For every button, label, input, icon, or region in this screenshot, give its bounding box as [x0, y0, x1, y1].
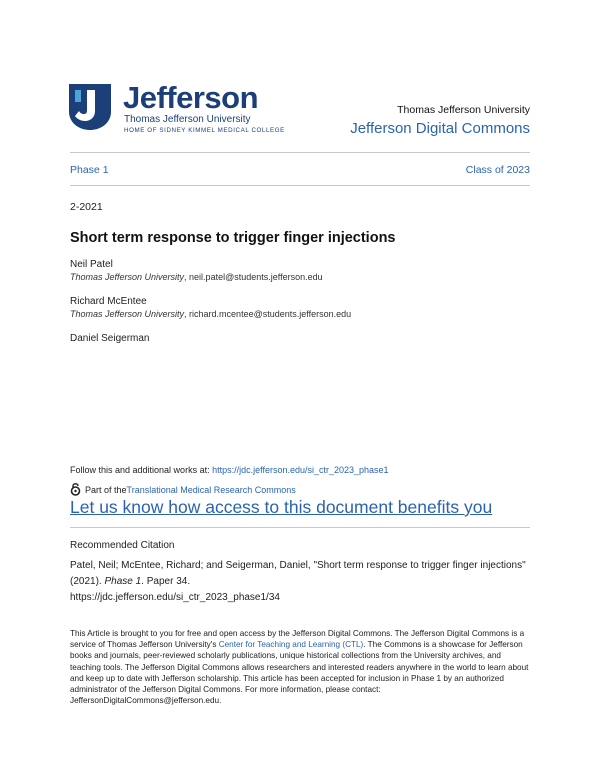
- citation-url: https://jdc.jefferson.edu/si_ctr_2023_phase1/34: [70, 592, 280, 603]
- follow-url-link[interactable]: https://jdc.jefferson.edu/si_ctr_2023_phase1: [212, 465, 389, 475]
- nav-class-link[interactable]: Class of 2023: [465, 164, 530, 176]
- access-benefits-link[interactable]: Let us know how access to this document benefits you: [70, 497, 493, 517]
- follow-line: [70, 465, 389, 475]
- part-of-prefix: Part of the: [85, 484, 127, 495]
- article-title: Short term response to trigger finger injections: [70, 230, 396, 246]
- discipline-link[interactable]: Translational Medical Research Commons: [126, 484, 296, 495]
- nav-phase-link[interactable]: Phase 1: [70, 164, 109, 176]
- author-institution: Thomas Jefferson University: [70, 272, 185, 282]
- citation-heading: Recommended Citation: [70, 540, 175, 551]
- citation-body: Patel, Neil; McEntee, Richard; and Seigerman, Daniel, "Short term response to trigger finger injections" (2021).: [70, 560, 526, 587]
- header-repository-link[interactable]: Jefferson Digital Commons: [350, 120, 530, 137]
- part-of-line: [70, 483, 296, 496]
- footer-text: . The Commons is a showcase for Jefferson books and journals, peer-reviewed scholarly publications, unique historical collections from the University archives, and teaching tools. The Jefferson Digital Commons allows researchers and interested readers anywhere in the world to learn about and keep up to date with Jefferson scholarship. This article has been accepted for inclusion in Phase 1 by an authorized administrator of the Jefferson Digital Commons. For more information, please contact: JeffersonDigitalCommons@jefferson.edu.: [70, 640, 529, 706]
- footer-text: This Article is brought to you for free and open access by the Jefferson Digital Commons. The Jefferson Digital Commons is a service of Thomas Jefferson University's: [70, 629, 525, 650]
- author-name: Richard McEntee: [70, 296, 147, 307]
- author-affiliation: [70, 272, 323, 282]
- divider: [70, 185, 530, 186]
- author-name: Daniel Seigerman: [70, 333, 150, 344]
- open-access-icon: [70, 483, 81, 496]
- author-name: Neil Patel: [70, 259, 113, 270]
- citation-paper: . Paper 34.: [141, 576, 191, 587]
- logo-wordmark: Jefferson: [123, 80, 259, 115]
- author-institution: Thomas Jefferson University: [70, 309, 185, 319]
- divider: [70, 152, 530, 153]
- ctl-link[interactable]: Center for Teaching and Learning (CTL): [218, 640, 364, 650]
- citation-text: [70, 558, 530, 606]
- jefferson-logo-icon: [69, 84, 111, 130]
- logo-college: HOME OF SIDNEY KIMMEL MEDICAL COLLEGE: [124, 127, 285, 134]
- divider: [70, 527, 530, 528]
- logo-subtitle: Thomas Jefferson University: [124, 114, 251, 125]
- author-email: , neil.patel@students.jefferson.edu: [184, 272, 323, 282]
- header-university: Thomas Jefferson University: [397, 104, 530, 116]
- author-email: , richard.mcentee@students.jefferson.edu: [184, 309, 352, 319]
- follow-prefix: Follow this and additional works at:: [70, 465, 213, 475]
- footer-notice: [70, 628, 532, 706]
- author-affiliation: [70, 309, 351, 319]
- article-date: 2-2021: [70, 201, 103, 213]
- citation-series: Phase 1: [104, 576, 142, 587]
